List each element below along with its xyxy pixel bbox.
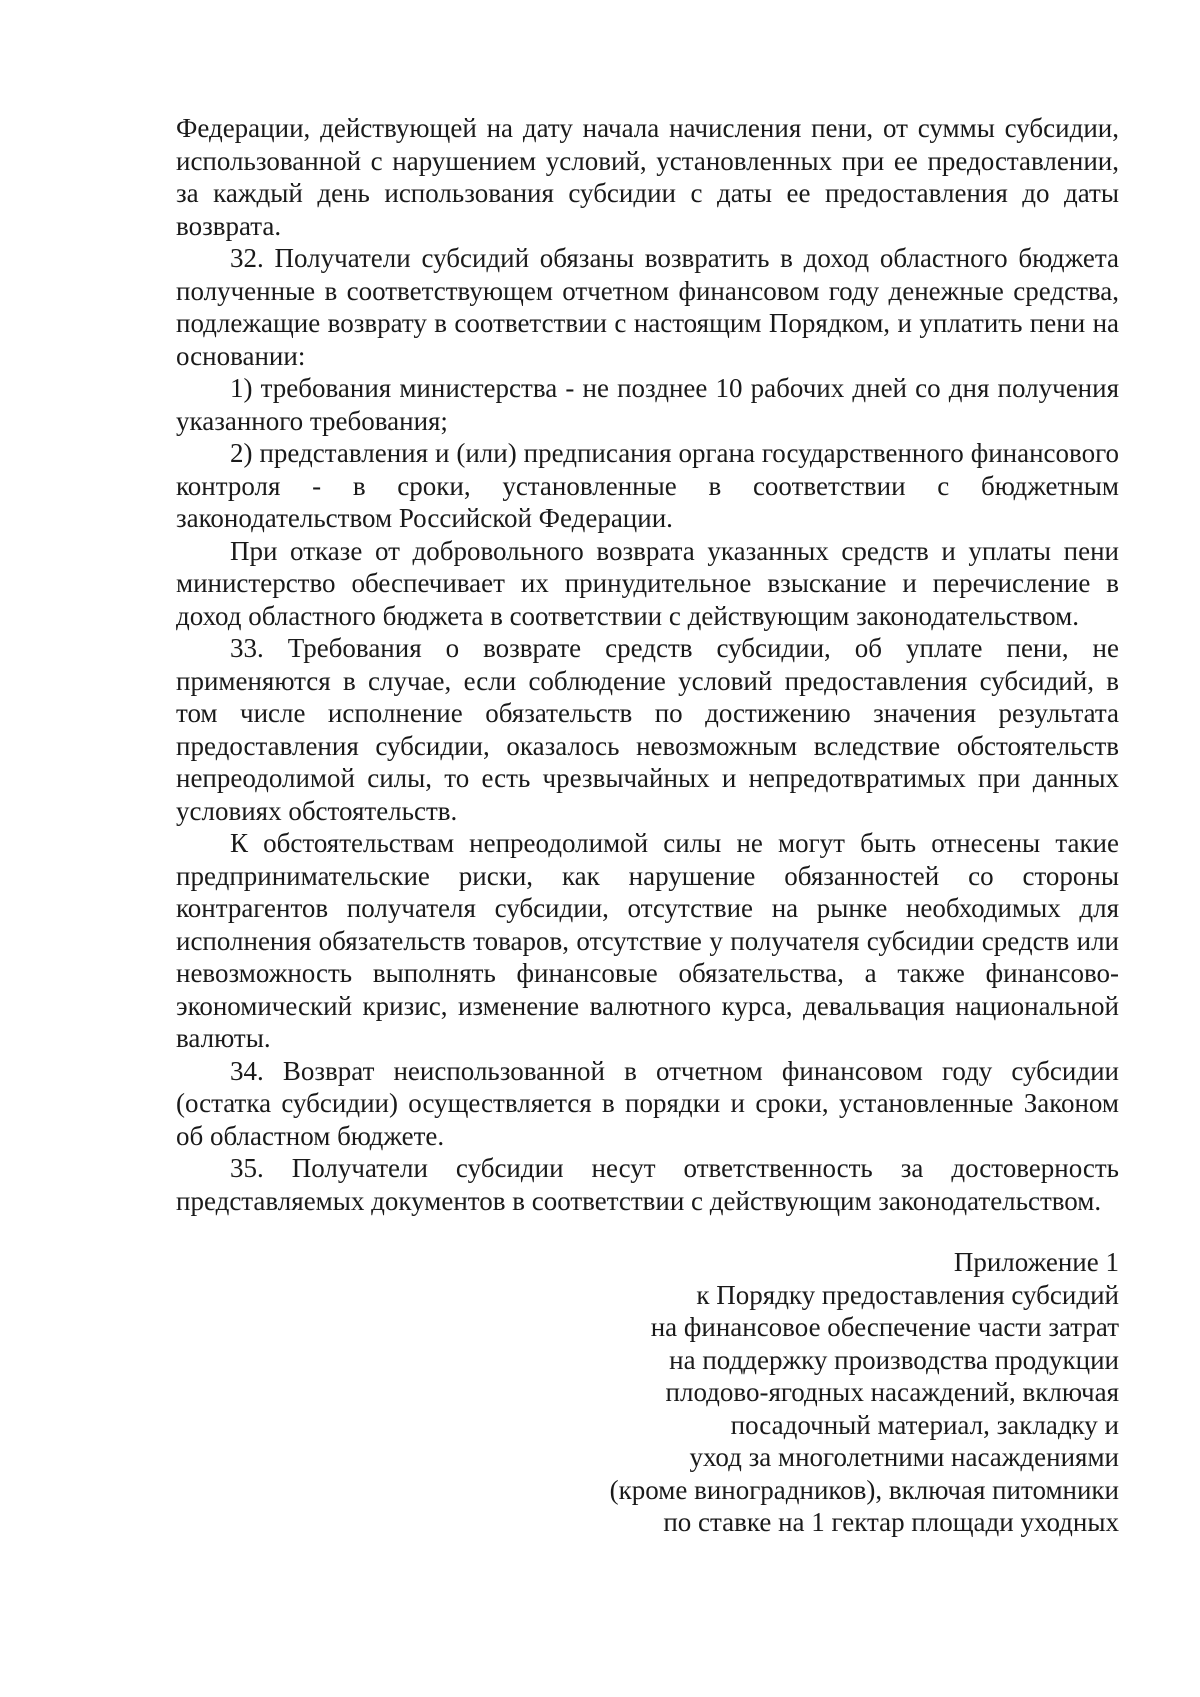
appendix-line: посадочный материал, закладку и	[730, 1409, 1119, 1440]
appendix-line: по ставке на 1 гектар площади уходных	[663, 1507, 1119, 1537]
body-text	[176, 112, 1119, 1217]
appendix-title: Приложение 1	[953, 1247, 1119, 1277]
appendix-line: на финансовое обеспечение части затрат	[650, 1312, 1119, 1342]
appendix-line: плодово-ягодных насаждений, включая	[665, 1377, 1119, 1407]
document-page	[176, 112, 1119, 1539]
paragraph-force-majeure: К обстоятельствам непреодолимой силы не могут быть отнесены такие предпринимательские риски, как нарушение обязанностей со стороны контрагентов получателя субсидии, отсутствие на рынке необходимых для исполнения обязательств товаров, отсутствие у получателя субсидии средств или невозможность выполнять финансовые обязательства, а также финансово-экономический кризис, изменение валютного курса, девальвация национальной валюты.	[176, 828, 1119, 1053]
appendix-line: на поддержку производства продукции	[669, 1344, 1119, 1375]
paragraph-item-32: 32. Получатели субсидий обязаны возвратить в доход областного бюджета полученные в соответствующем отчетном финансовом году денежные средства, подлежащие возврату в соответствии с настоящим Порядком, и уплатить пени на основании:	[176, 243, 1119, 371]
paragraph-continuation: Федерации, действующей на дату начала начисления пени, от суммы субсидии, использованной с нарушением условий, установленных при ее предоставлении, за каждый день использования субсидии с даты ее предоставления до даты возврата.	[176, 113, 1119, 241]
paragraph-item-34: 34. Возврат неиспользованной в отчетном финансовом году субсидии (остатка субсидии) осуществляется в порядки и сроки, установленные Законом об областном бюджете.	[176, 1055, 1119, 1151]
paragraph-subitem-1: 1) требования министерства - не позднее 10 рабочих дней со дня получения указанного требования;	[176, 373, 1119, 436]
appendix-line: уход за многолетними насаждениями	[689, 1442, 1119, 1472]
appendix-heading	[176, 1246, 1119, 1539]
paragraph-subitem-2: 2) представления и (или) предписания органа государственного финансового контроля - в сроки, установленные в соответствии с бюджетным законодательством Российской Федерации.	[176, 438, 1119, 533]
paragraph-item-35: 35. Получатели субсидии несут ответственность за достоверность представляемых документов в соответствии с действующим законодательством.	[176, 1153, 1119, 1216]
paragraph-refusal: При отказе от добровольного возврата указанных средств и уплаты пени министерство обеспечивает их принудительное взыскание и перечисление в доход областного бюджета в соответствии с действующим законодательством.	[176, 535, 1119, 631]
appendix-line: (кроме виноградников), включая питомники	[609, 1474, 1119, 1505]
appendix-line: к Порядку предоставления субсидий	[696, 1279, 1119, 1310]
paragraph-item-33: 33. Требования о возврате средств субсидии, об уплате пени, не применяются в случае, если соблюдение условий предоставления субсидий, в том числе исполнение обязательств по достижению значения результата предоставления субсидии, оказалось невозможным вследствие обстоятельств непреодолимой силы, то есть чрезвычайных и непредотвратимых при данных условиях обстоятельств.	[176, 633, 1119, 826]
